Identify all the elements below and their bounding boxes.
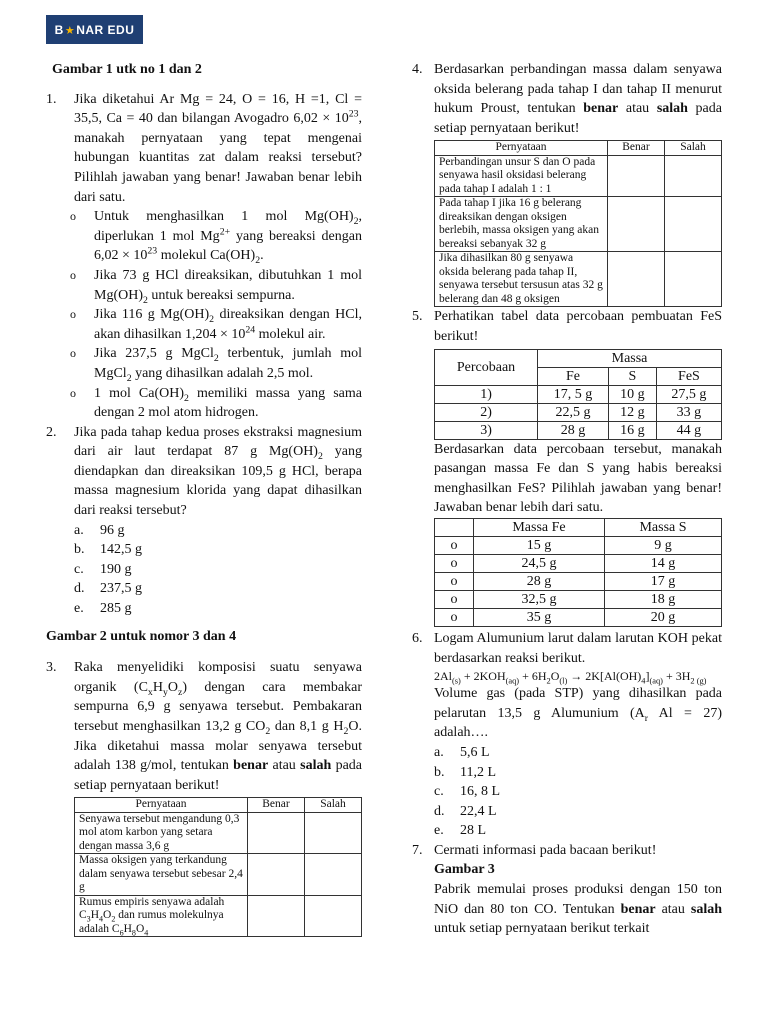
option-text: 22,4 L <box>460 803 497 819</box>
table-cell: 2) <box>435 403 538 421</box>
table-cell: 32,5 g <box>474 590 605 608</box>
choice-bullet[interactable]: o <box>435 590 474 608</box>
option-text: 1 mol $Ca(OH)_2$ memiliki massa yang sama dengan 2 mol atom hidrogen. <box>94 385 362 421</box>
salah-cell[interactable] <box>665 252 722 307</box>
table-header: Massa Fe <box>474 518 605 536</box>
option-item <box>74 540 362 560</box>
statement-cell: Jika dihasilkan 80 g senyawa oksida belerang pada tahap II, senyawa tersebut tersusun atas 32 g belerang dan 48 g oksigen <box>435 252 608 307</box>
option-bullet: o <box>70 209 76 224</box>
option-item <box>434 821 722 841</box>
option-item <box>70 305 362 344</box>
table-cell: 22,5 g <box>538 403 609 421</box>
statement-cell: Massa oksigen yang terkandung dalam senyawa tersebut sebesar 2,4 g <box>75 854 248 896</box>
option-item <box>70 207 362 266</box>
option-item <box>70 344 362 383</box>
table-cell: 44 g <box>656 421 721 439</box>
question-5-text2: Berdasarkan data percobaan tersebut, manakah pasangan massa Fe dan S yang habis bereaksi menghasilkan FeS? Pilihlah jawaban yang benar! Jawaban benar lebih dari satu. <box>434 441 722 516</box>
question-7 <box>412 841 722 939</box>
question-text: Cermati informasi pada bacaan berikut! <box>434 842 657 858</box>
answer-row <box>435 608 722 626</box>
table-row <box>435 403 722 421</box>
table-row <box>435 155 722 197</box>
answer-pairs-table <box>434 518 722 627</box>
benar-cell[interactable] <box>248 812 305 854</box>
question-1-options <box>46 207 362 423</box>
option-bullet: o <box>70 346 76 361</box>
option-letter: e. <box>434 823 444 839</box>
question-number: 2. <box>46 424 57 440</box>
table-row <box>435 197 722 252</box>
option-text: 5,6 L <box>460 744 490 760</box>
salah-cell[interactable] <box>665 197 722 252</box>
choice-bullet[interactable]: o <box>435 608 474 626</box>
question-number: 7. <box>412 842 423 858</box>
benar-cell[interactable] <box>608 155 665 197</box>
table-cell: 1) <box>435 385 538 403</box>
table-cell: 18 g <box>604 590 721 608</box>
statement-cell: Pada tahap I jika 16 g belerang direaksikan dengan oksigen berlebih, massa oksigen yang akan bereaksi sebanyak 32 g <box>435 197 608 252</box>
table-cell: 12 g <box>608 403 656 421</box>
question-text: Logam Alumunium larut dalam larutan KOH pekat berdasarkan reaksi berikut. <box>434 630 722 666</box>
choice-bullet[interactable]: o <box>435 572 474 590</box>
table-cell: 27,5 g <box>656 385 721 403</box>
sub-header: Fe <box>538 367 609 385</box>
statement-cell: Senyawa tersebut mengandung 0,3 mol atom karbon yang setara dengan massa 3,6 g <box>75 812 248 854</box>
option-letter: d. <box>74 581 85 597</box>
sub-header: S <box>608 367 656 385</box>
table-cell: 17, 5 g <box>538 385 609 403</box>
table-cell: 3) <box>435 421 538 439</box>
col-massa: Massa <box>538 349 722 367</box>
table-header: Benar <box>248 798 305 813</box>
option-letter: c. <box>434 784 444 800</box>
option-bullet: o <box>70 307 76 322</box>
option-bullet: o <box>70 267 76 282</box>
answer-row <box>435 554 722 572</box>
statement-table <box>74 797 362 937</box>
question-6-options <box>412 743 722 841</box>
table-cell: 33 g <box>656 403 721 421</box>
option-text: 285 g <box>100 601 132 617</box>
option-letter: e. <box>74 601 84 617</box>
question-text: Raka menyelidiki komposisi suatu senyawa organik $(C_xH_yO_z)$ dengan cara membakar sempurna 6,9 g senyawa tersebut. Pembakaran tersebut menghasilkan 13,2 g $CO_2$ dan 8,1 g $H_2O$. Jika diketahui massa molar senyawa tersebut adalah 138 g/mol, tentukan benar atau salah pada setiap pernyataan berikut! <box>74 660 363 793</box>
option-letter: a. <box>74 522 84 538</box>
option-item <box>434 763 722 783</box>
option-item <box>434 743 722 763</box>
star-icon: ★ <box>64 24 76 37</box>
question-number: 5. <box>412 309 423 325</box>
option-text: Jika 116 g $Mg(OH)_2$ direaksikan dengan HCl, akan dihasilkan $1,204 \times 10^{24}$ molekul air. <box>94 307 363 342</box>
table-cell: 17 g <box>604 572 721 590</box>
left-column <box>46 60 362 937</box>
option-bullet: o <box>70 385 76 400</box>
choice-bullet[interactable]: o <box>435 536 474 554</box>
question-2-options <box>46 521 362 619</box>
option-letter: d. <box>434 803 445 819</box>
option-letter: a. <box>434 744 444 760</box>
brand-logo <box>46 15 143 44</box>
salah-cell[interactable] <box>305 854 362 896</box>
option-item <box>434 782 722 802</box>
table-cell: 15 g <box>474 536 605 554</box>
question-3 <box>46 658 362 795</box>
question-text: Berdasarkan perbandingan massa dalam senyawa oksida belerang pada tahap I dan tahap II menurut hukum Proust, tentukan benar atau salah pada setiap pernyataan berikut! <box>434 62 722 136</box>
question-text-2: Pabrik memulai proses produksi dengan 150 ton NiO dan 80 ton CO. Tentukan benar atau salah untuk setiap pernyataan berikut terkait <box>434 882 722 937</box>
statement-cell: Rumus empiris senyawa adalah $C_3H_4O_2$ dan rumus molekulnya adalah $C_6H_8O_4$ <box>75 895 248 937</box>
answer-row <box>435 536 722 554</box>
answer-row <box>435 572 722 590</box>
benar-cell[interactable] <box>248 895 305 937</box>
option-item <box>74 579 362 599</box>
table-row <box>75 895 362 937</box>
benar-cell[interactable] <box>608 252 665 307</box>
option-item <box>434 802 722 822</box>
question-text-2: Volume gas (pada STP) yang dihasilkan pada pelarutan 13,5 g Alumunium ($A_r$ Al = 27) adalah…. <box>434 686 722 741</box>
question-number: 4. <box>412 62 423 77</box>
table-header: Pernyataan <box>435 141 608 156</box>
choice-bullet[interactable]: o <box>435 554 474 572</box>
option-text: 28 L <box>460 823 487 839</box>
table-header: Pernyataan <box>75 798 248 813</box>
option-letter: b. <box>74 542 85 558</box>
table-cell: 35 g <box>474 608 605 626</box>
question-1 <box>46 90 362 208</box>
option-text: Untuk menghasilkan 1 mol $Mg(OH)_2$, diperlukan 1 mol $Mg^{2+}$ yang bereaksi dengan $6,02 \times 10^{23}$ molekul $Ca(OH)_2$. <box>94 209 362 267</box>
table-row <box>435 252 722 307</box>
figure-heading: Gambar 3 <box>434 862 495 878</box>
table-header: Salah <box>665 141 722 156</box>
option-letter: b. <box>434 764 445 780</box>
option-item <box>74 599 362 619</box>
option-text: 190 g <box>100 561 132 577</box>
table-row <box>435 385 722 403</box>
salah-cell[interactable] <box>665 155 722 197</box>
option-text: 237,5 g <box>100 581 142 597</box>
option-text: 11,2 L <box>460 764 497 780</box>
table-cell: 14 g <box>604 554 721 572</box>
question-6 <box>412 629 722 743</box>
question-number: 1. <box>46 91 57 107</box>
option-letter: c. <box>74 561 84 577</box>
option-text: 16, 8 L <box>460 784 501 800</box>
right-column <box>412 60 722 939</box>
option-text: 142,5 g <box>100 542 142 558</box>
table-row <box>75 812 362 854</box>
percobaan-table <box>434 349 722 440</box>
answer-row <box>435 590 722 608</box>
section-heading-1: Gambar 1 utk no 1 dan 2 <box>52 62 202 77</box>
question-number: 6. <box>412 630 423 646</box>
table-cell: 10 g <box>608 385 656 403</box>
logo-text: B★NAR EDU <box>54 22 135 37</box>
table-header: Benar <box>608 141 665 156</box>
table-cell: 16 g <box>608 421 656 439</box>
option-text: 96 g <box>100 522 125 538</box>
question-number: 3. <box>46 660 57 676</box>
benar-cell[interactable] <box>608 197 665 252</box>
statement-cell: Perbandingan unsur S dan O pada senyawa hasil oksidasi belerang pada tahap I adalah 1 : 1 <box>435 155 608 197</box>
option-text: Jika 237,5 g MgCl$_2$ terbentuk, jumlah mol MgCl$_2$ yang dihasilkan adalah 2,5 mol. <box>94 346 363 384</box>
question-text: Perhatikan tabel data percobaan pembuatan FeS berikut! <box>434 309 722 344</box>
option-item <box>74 521 362 541</box>
table-row <box>435 421 722 439</box>
table-row <box>75 854 362 896</box>
question-text: Jika pada tahap kedua proses ekstraksi magnesium dari air laut terdapat 87 g $Mg(OH)_2$ yang diendapkan dan direaksikan 109,5 g HCl, berapa massa magnesium klorida yang dapat dihasilkan dari reaksi tersebut? <box>74 424 362 519</box>
reaction-equation: $2Al_{(s)} + 2KOH_{(aq)} + 6H_2O_{(l)} \to 2K[Al(OH)_4]_{(aq)} + 3H_{2 (g)}$ <box>434 669 707 686</box>
table-cell: 20 g <box>604 608 721 626</box>
salah-cell[interactable] <box>305 812 362 854</box>
question-5 <box>412 307 722 346</box>
col-percobaan: Percobaan <box>435 349 538 385</box>
statement-table <box>434 140 722 307</box>
salah-cell[interactable] <box>305 895 362 937</box>
sub-header: FeS <box>656 367 721 385</box>
question-4 <box>412 60 722 138</box>
question-text: Jika diketahui Ar Mg = 24, O = 16, H =1, Cl = 35,5, Ca = 40 dan bilangan Avogadro $6,02 \times 10^{23}$, manakah pernyataan yang tepat mengenai hubungan kuantitas zat dalam reaksi tersebut? Pilihlah jawaban yang benar! Jawaban benar lebih dari satu. <box>74 91 362 205</box>
option-item <box>70 384 362 423</box>
section-heading-2: Gambar 2 untuk nomor 3 dan 4 <box>46 628 237 644</box>
benar-cell[interactable] <box>248 854 305 896</box>
table-header: Massa S <box>604 518 721 536</box>
table-cell: 9 g <box>604 536 721 554</box>
option-item <box>70 266 362 305</box>
option-text: Jika 73 g HCl direaksikan, dibutuhkan 1 mol $Mg(OH)_2$ untuk bereaksi sempurna. <box>94 267 362 306</box>
table-cell: 28 g <box>474 572 605 590</box>
table-cell: 28 g <box>538 421 609 439</box>
option-item <box>74 560 362 580</box>
table-header <box>435 518 474 536</box>
table-cell: 24,5 g <box>474 554 605 572</box>
question-2 <box>46 423 362 521</box>
table-header: Salah <box>305 798 362 813</box>
